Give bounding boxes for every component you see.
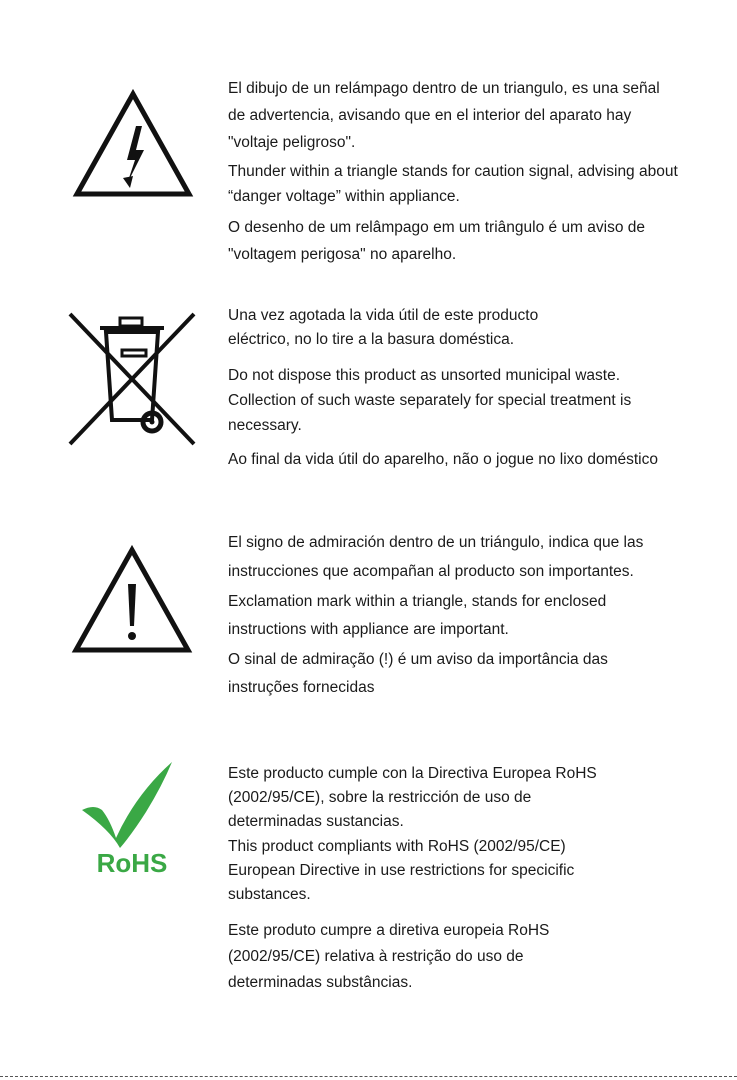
section-rohs-text xyxy=(228,762,678,996)
paragraph-en: Do not dispose this product as unsorted municipal waste. Collection of such waste separately for special treatment is necessary. xyxy=(228,367,632,434)
rohs-checkmark-icon xyxy=(80,760,184,878)
paragraph-pt: O desenho de um relâmpago em um triângulo é um aviso de "voltagem perigosa" no aparelho. xyxy=(228,219,646,263)
paragraph-es: El signo de admiración dentro de un triángulo, indica que las instrucciones que acompañan al producto son importantes. xyxy=(228,534,644,580)
crossed-out-wheelie-bin-icon xyxy=(68,312,196,446)
paragraph-en: Exclamation mark within a triangle, stands for enclosed instructions with appliance are important. xyxy=(228,593,607,638)
exclamation-warning-triangle-icon xyxy=(70,544,194,656)
section-electric-warning-text xyxy=(228,75,678,268)
page-bottom-border xyxy=(0,1076,737,1077)
section-instructions-warning-text xyxy=(228,528,678,702)
paragraph-en: Thunder within a triangle stands for caution signal, advising about “danger voltage” within appliance. xyxy=(228,163,678,205)
paragraph-es: El dibujo de un relámpago dentro de un triangulo, es una señal de advertencia, avisando que en el interior del aparato hay "voltaje peligroso". xyxy=(228,80,660,151)
paragraph-pt: Este produto cumpre a diretiva europeia RoHS (2002/95/CE) relativa à restrição do uso de determinadas substâncias. xyxy=(228,922,550,991)
rohs-logo-text: RoHS xyxy=(96,848,168,878)
paragraph-en: This product compliants with RoHS (2002/95/CE) European Directive in use restrictions for specicific substances. xyxy=(228,838,575,903)
section-weee-text xyxy=(228,304,678,472)
paragraph-es: Este producto cumple con la Directiva Europea RoHS (2002/95/CE), sobre la restricción de uso de determinadas sustancias. xyxy=(228,765,597,830)
paragraph-pt: Ao final da vida útil do aparelho, não o jogue no lixo doméstico xyxy=(228,451,658,468)
paragraph-es: Una vez agotada la vida útil de este producto eléctrico, no lo tire a la basura doméstica. xyxy=(228,307,539,348)
paragraph-pt: O sinal de admiração (!) é um aviso da importância das instruções fornecidas xyxy=(228,651,608,696)
electric-warning-triangle-icon xyxy=(72,88,194,200)
